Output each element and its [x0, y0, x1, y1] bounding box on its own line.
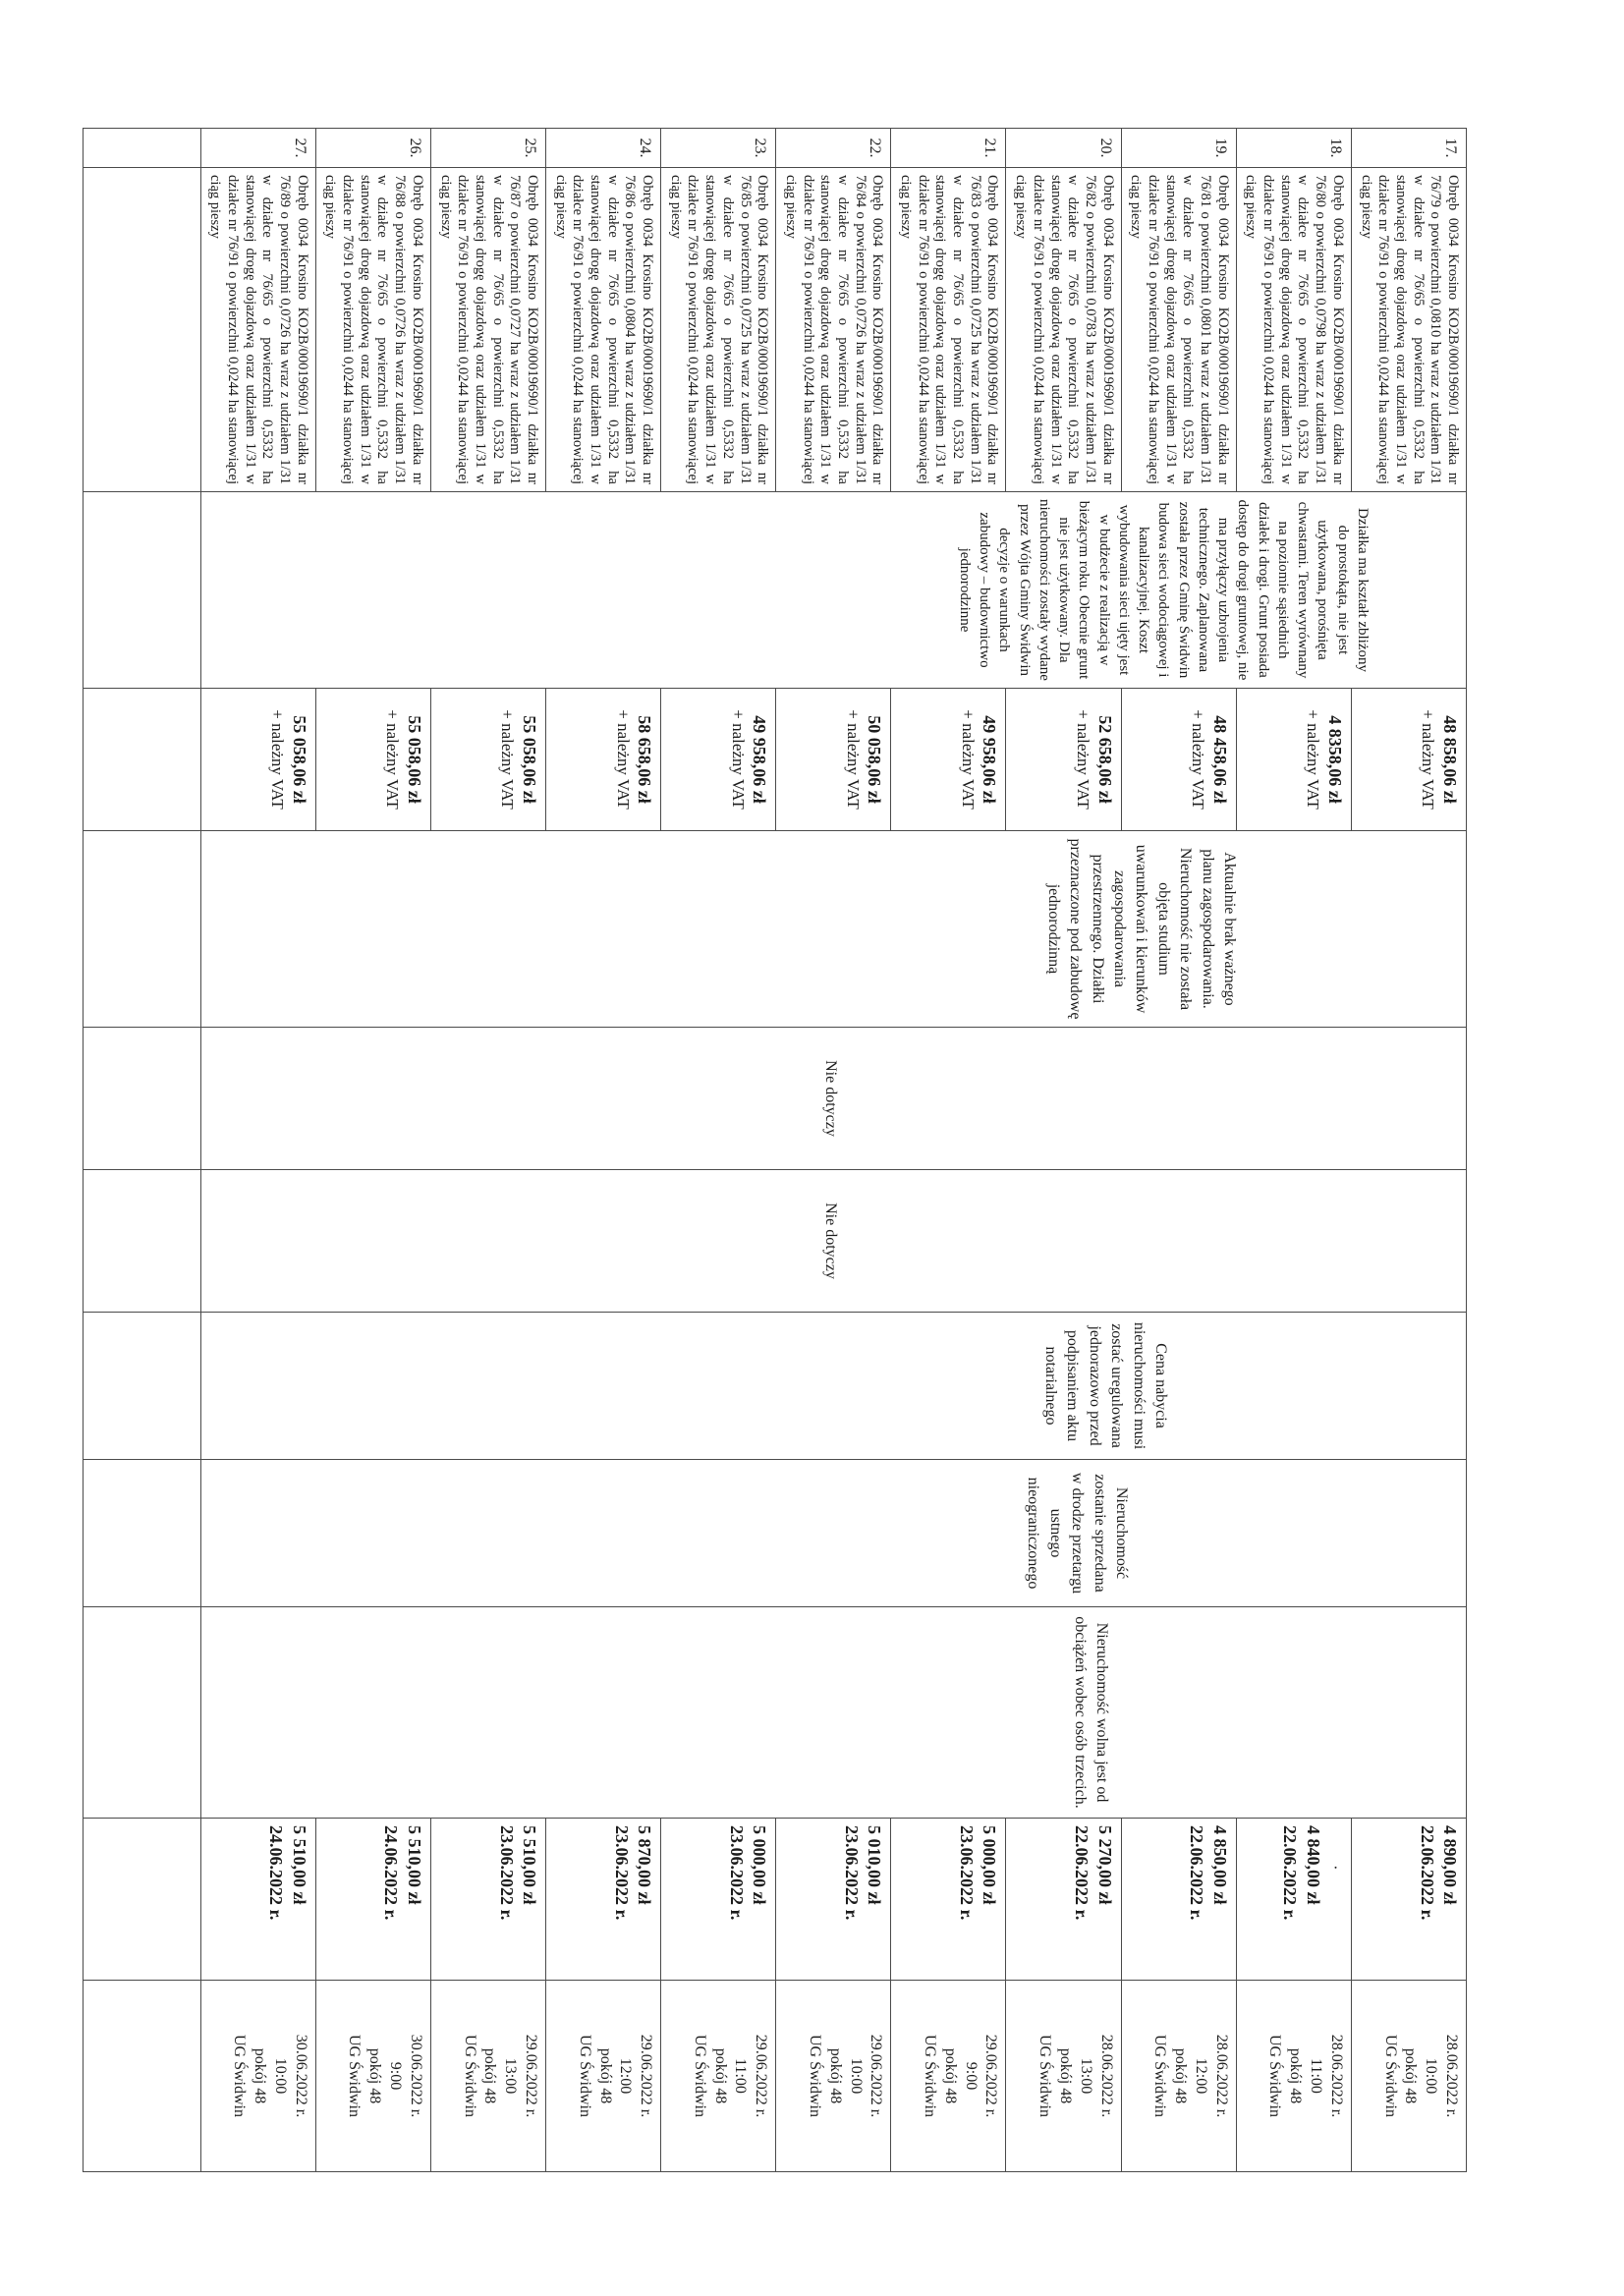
vat-note: + należny VAT	[843, 709, 863, 810]
auction-term-cell	[1006, 1981, 1121, 2172]
empty-cell	[83, 1313, 200, 1460]
vat-note: + należny VAT	[1074, 709, 1093, 810]
price-value: 55 058,06 zł	[520, 715, 539, 804]
auction-place: UG Świdwin	[922, 2034, 939, 2117]
deposit-value: 5 510,00 zł	[289, 1825, 309, 1905]
payment-terms-cell: Cena nabycia nieruchomości musi zostać uregulowana jednorazowo przed podpisaniem aktu notarialnego	[200, 1313, 1466, 1460]
parcel-description: Obręb 0034 Krosino KO2B/00019690/1 działka nr 76/84 o powierzchni 0,0726 ha wraz z udziałem 1/31 w działce nr 76/65 o powierzchni 0,5332 ha stanowiącej drogę dojazdową oraz udziałem 1/31 w działce nr 76/91 o powierzchni 0,0244 ha stanowiącej ciąg pieszy	[776, 168, 891, 492]
auction-time: 12:00	[617, 2057, 635, 2095]
vat-note: + należny VAT	[1304, 709, 1323, 810]
auction-date: 28.06.2022 r.	[1327, 2034, 1345, 2118]
vat-note: + należny VAT	[959, 709, 978, 810]
auction-place: UG Świdwin	[691, 2034, 708, 2117]
property-description-cell: Działka ma kształt zbliżony do prostokąta, nie jest użytkowana, porośnięta chwastami. Teren wyrównany na poziomie sąsiednich działek i drogi. Grunt posiada dostęp do drogi gruntowej, nie ma przyłączy uzbrojenia technicznego. Zaplanowana została przez Gminę Świdwin budowa sieci wodociągowej i kanalizacyjnej. Koszt wybudowania sieci ujęty jest w budżecie z realizacją w bieżącym roku. Obecnie grunt nie jest użytkowany. Dla nieruchomości zostały wydane przez Wójta Gminy Świdwin decyzje o warunkach zabudowy – budownictwo jednorodzinne	[200, 492, 1466, 689]
price-value: 58 658,06 zł	[635, 715, 655, 804]
auction-term-cell	[661, 1981, 776, 2172]
vat-note: + należny VAT	[1419, 709, 1438, 810]
empty-cell	[83, 831, 200, 1028]
auction-room: pokój 48	[711, 2047, 729, 2104]
deposit-cell	[1236, 1819, 1351, 1981]
row-number: 22.	[776, 129, 891, 168]
deposit-date: 23.06.2022 r.	[957, 1825, 978, 1921]
auction-date: 29.06.2022 r.	[638, 2034, 655, 2118]
auction-date: 28.06.2022 r.	[1097, 2034, 1115, 2118]
deposit-date: 23.06.2022 r.	[496, 1825, 517, 1921]
deposit-value: 5 870,00 zł	[635, 1825, 655, 1905]
deposit-cell	[1006, 1819, 1121, 1981]
deposit-value: 5 270,00 zł	[1094, 1825, 1115, 1905]
table-body	[83, 129, 1466, 2172]
auction-place: UG Świdwin	[576, 2034, 593, 2117]
deposit-date: 22.06.2022 r.	[1072, 1825, 1092, 1921]
deposit-value: 5 000,00 zł	[980, 1825, 1000, 1905]
parcel-description: Obręb 0034 Krosino KO2B/00019690/1 działka nr 76/83 o powierzchni 0,0725 ha wraz z udziałem 1/31 w działce nr 76/65 o powierzchni 0,5332 ha stanowiącej drogę dojazdową oraz udziałem 1/31 w działce nr 76/91 o powierzchni 0,0244 ha stanowiącej ciąg pieszy	[891, 168, 1006, 492]
deposit-date: 22.06.2022 r.	[1280, 1825, 1301, 1921]
price-value: 55 058,06 zł	[289, 715, 309, 804]
auction-time: 10:00	[847, 2057, 865, 2095]
deposit-value: 4 890,00 zł	[1440, 1825, 1460, 1905]
deposit-cell	[315, 1819, 430, 1981]
empty-cell	[83, 1981, 200, 2172]
auction-date: 28.06.2022 r.	[1443, 2034, 1460, 2118]
not-applicable-cell-2: Nie dotyczy	[200, 1170, 1466, 1313]
empty-row	[83, 129, 200, 2172]
auction-time: 11:00	[732, 2058, 750, 2094]
empty-cell	[83, 1460, 200, 1607]
auction-room: pokój 48	[596, 2047, 614, 2104]
auction-place: UG Świdwin	[461, 2034, 478, 2117]
deposit-value: 5 510,00 zł	[404, 1825, 424, 1905]
auction-term-cell	[1351, 1981, 1466, 2172]
auction-term-cell	[200, 1981, 315, 2172]
row-number: 26.	[315, 129, 430, 168]
auction-date: 28.06.2022 r.	[1212, 2034, 1230, 2118]
auction-place: UG Świdwin	[1266, 2034, 1284, 2117]
parcel-description: Obręb 0034 Krosino KO2B/00019690/1 działka nr 76/86 o powierzchni 0,0804 ha wraz z udziałem 1/31 w działce nr 76/65 o powierzchni 0,5332 ha stanowiącej drogę dojazdową oraz udziałem 1/31 w działce nr 76/91 o powierzchni 0,0244 ha stanowiącej ciąg pieszy	[546, 168, 661, 492]
vat-note: + należny VAT	[613, 709, 633, 810]
row-number: 23.	[661, 129, 776, 168]
row-number: 20.	[1006, 129, 1121, 168]
table-row	[1351, 129, 1466, 2172]
price-cell	[661, 689, 776, 831]
auction-room: pokój 48	[941, 2047, 959, 2104]
auction-time: 11:00	[1308, 2058, 1325, 2094]
vat-note: + należny VAT	[268, 709, 288, 810]
empty-cell	[83, 129, 200, 168]
deposit-value: 5 000,00 zł	[750, 1825, 770, 1905]
auction-time: 10:00	[271, 2057, 289, 2095]
auction-room: pokój 48	[826, 2047, 844, 2104]
auction-term-cell	[546, 1981, 661, 2172]
price-value: 49 958,06 zł	[980, 715, 1000, 804]
row-number: 17.	[1351, 129, 1466, 168]
price-cell	[315, 689, 430, 831]
parcel-description: Obręb 0034 Krosino KO2B/00019690/1 działka nr 76/85 o powierzchni 0,0725 ha wraz z udziałem 1/31 w działce nr 76/65 o powierzchni 0,5332 ha stanowiącej drogę dojazdową oraz udziałem 1/31 w działce nr 76/91 o powierzchni 0,0244 ha stanowiącej ciąg pieszy	[661, 168, 776, 492]
vat-note: + należny VAT	[1189, 709, 1208, 810]
auction-place: UG Świdwin	[231, 2034, 249, 2117]
row-number: 19.	[1121, 129, 1236, 168]
empty-cell	[83, 1028, 200, 1170]
auction-room: pokój 48	[1402, 2047, 1420, 2104]
vat-note: + należny VAT	[383, 709, 403, 810]
auction-place: UG Świdwin	[1036, 2034, 1054, 2117]
auction-time: 13:00	[502, 2057, 520, 2095]
deposit-cell	[891, 1819, 1006, 1981]
property-sale-table	[83, 128, 1467, 2172]
sale-mode-cell: Nieruchomość zostanie sprzedana w drodze przetargu ustnego nieograniczonego	[200, 1460, 1466, 1607]
price-cell	[891, 689, 1006, 831]
row-number: 25.	[430, 129, 545, 168]
parcel-description: Obręb 0034 Krosino KO2B/00019690/1 działka nr 76/79 o powierzchni 0,0810 ha wraz z udziałem 1/31 w działce nr 76/65 o powierzchni 0,5332 ha stanowiącej drogę dojazdową oraz udziałem 1/31 w działce nr 76/91 o powierzchni 0,0244 ha stanowiącej ciąg pieszy	[1351, 168, 1466, 492]
rotated-table-wrapper	[170, 128, 1467, 2171]
price-cell	[1236, 689, 1351, 831]
empty-cell	[83, 168, 200, 492]
auction-room: pokój 48	[366, 2047, 384, 2104]
price-cell	[1351, 689, 1466, 831]
empty-cell	[83, 492, 200, 689]
row-number: 18.	[1236, 129, 1351, 168]
auction-place: UG Świdwin	[1151, 2034, 1169, 2117]
auction-term-cell	[430, 1981, 545, 2172]
auction-room: pokój 48	[481, 2047, 499, 2104]
price-cell	[776, 689, 891, 831]
zoning-plan-cell: Aktualnie brak ważnego planu zagospodarowania. Nieruchomość nie została objęta studium uwarunkowań i kierunków zagospodarowania przestrzennego. Działki przeznaczone pod zabudowę jednorodzinną	[200, 831, 1466, 1028]
parcel-description: Obręb 0034 Krosino KO2B/00019690/1 działka nr 76/81 o powierzchni 0,0801 ha wraz z udziałem 1/31 w działce nr 76/65 o powierzchni 0,5332 ha stanowiącej drogę dojazdową oraz udziałem 1/31 w działce nr 76/91 o powierzchni 0,0244 ha stanowiącej ciąg pieszy	[1121, 168, 1236, 492]
auction-date: 29.06.2022 r.	[982, 2034, 1000, 2118]
price-value: 50 058,06 zł	[865, 715, 885, 804]
encumbrance-cell: Nieruchomość wolna jest od obciążeń wobec osób trzecich.	[200, 1607, 1466, 1819]
deposit-value: 4 840,00 zł	[1303, 1825, 1323, 1905]
deposit-date: 23.06.2022 r.	[726, 1825, 747, 1921]
auction-date: 29.06.2022 r.	[523, 2034, 539, 2118]
auction-room: pokój 48	[1057, 2047, 1075, 2104]
deposit-cell	[776, 1819, 891, 1981]
price-value: 49 958,06 zł	[750, 715, 770, 804]
deposit-date: 22.06.2022 r.	[1187, 1825, 1207, 1921]
empty-cell	[83, 1170, 200, 1313]
price-cell	[200, 689, 315, 831]
deposit-date: 23.06.2022 r.	[841, 1825, 862, 1921]
price-value: 48 458,06 zł	[1209, 715, 1230, 804]
auction-date: 30.06.2022 r.	[407, 2034, 424, 2118]
deposit-date: 22.06.2022 r.	[1417, 1825, 1437, 1921]
auction-time: 9:00	[387, 2061, 405, 2091]
auction-time: 9:00	[962, 2061, 980, 2091]
auction-time: 12:00	[1192, 2057, 1209, 2095]
row-number: 24.	[546, 129, 661, 168]
deposit-date: 23.06.2022 r.	[611, 1825, 632, 1921]
stray-mark: ·	[1325, 1865, 1345, 1871]
deposit-cell	[1351, 1819, 1466, 1981]
parcel-description: Obręb 0034 Krosino KO2B/00019690/1 działka nr 76/89 o powierzchni 0,0726 ha wraz z udziałem 1/31 w działce nr 76/65 o powierzchni 0,5332 ha stanowiącej drogę dojazdową oraz udziałem 1/31 w działce nr 76/91 o powierzchni 0,0244 ha stanowiącej ciąg pieszy	[200, 168, 315, 492]
deposit-cell	[661, 1819, 776, 1981]
row-number: 27.	[200, 129, 315, 168]
price-value: 4 8358,06 zł	[1324, 715, 1345, 804]
auction-date: 29.06.2022 r.	[753, 2034, 770, 2118]
auction-term-cell	[315, 1981, 430, 2172]
parcel-description: Obręb 0034 Krosino KO2B/00019690/1 działka nr 76/80 o powierzchni 0,0798 ha wraz z udziałem 1/31 w działce nr 76/65 o powierzchni 0,5332 ha stanowiącej drogę dojazdową oraz udziałem 1/31 w działce nr 76/91 o powierzchni 0,0244 ha stanowiącej ciąg pieszy	[1236, 168, 1351, 492]
deposit-date: 24.06.2022 r.	[266, 1825, 287, 1921]
auction-term-cell	[776, 1981, 891, 2172]
auction-room: pokój 48	[252, 2047, 269, 2104]
auction-date: 29.06.2022 r.	[868, 2034, 885, 2118]
auction-date: 30.06.2022 r.	[292, 2034, 309, 2118]
vat-note: + należny VAT	[498, 709, 518, 810]
auction-time: 13:00	[1077, 2057, 1094, 2095]
price-cell	[546, 689, 661, 831]
price-cell	[1006, 689, 1121, 831]
deposit-cell	[546, 1819, 661, 1981]
deposit-value: 4 850,00 zł	[1209, 1825, 1230, 1905]
auction-place: UG Świdwin	[1381, 2034, 1399, 2117]
deposit-value: 5 010,00 zł	[865, 1825, 885, 1905]
empty-cell	[83, 689, 200, 831]
empty-cell	[83, 1819, 200, 1981]
deposit-value: 5 510,00 zł	[520, 1825, 539, 1905]
deposit-cell	[430, 1819, 545, 1981]
deposit-cell	[1121, 1819, 1236, 1981]
parcel-description: Obręb 0034 Krosino KO2B/00019690/1 działka nr 76/87 o powierzchni 0,0727 ha wraz z udziałem 1/31 w działce nr 76/65 o powierzchni 0,5332 ha stanowiącej drogę dojazdową oraz udziałem 1/31 w działce nr 76/91 o powierzchni 0,0244 ha stanowiącej ciąg pieszy	[430, 168, 545, 492]
empty-cell	[83, 1607, 200, 1819]
auction-time: 10:00	[1423, 2057, 1440, 2095]
deposit-cell	[200, 1819, 315, 1981]
auction-term-cell	[891, 1981, 1006, 2172]
price-cell	[430, 689, 545, 831]
auction-place: UG Świdwin	[806, 2034, 823, 2117]
auction-place: UG Świdwin	[346, 2034, 364, 2117]
price-value: 55 058,06 zł	[404, 715, 424, 804]
auction-term-cell	[1236, 1981, 1351, 2172]
not-applicable-cell-1: Nie dotyczy	[200, 1028, 1466, 1170]
auction-term-cell	[1121, 1981, 1236, 2172]
price-cell	[1121, 689, 1236, 831]
parcel-description: Obręb 0034 Krosino KO2B/00019690/1 działka nr 76/88 o powierzchni 0,0726 ha wraz z udziałem 1/31 w działce nr 76/65 o powierzchni 0,5332 ha stanowiącej drogę dojazdową oraz udziałem 1/31 w działce nr 76/91 o powierzchni 0,0244 ha stanowiącej ciąg pieszy	[315, 168, 430, 492]
deposit-date: 24.06.2022 r.	[381, 1825, 402, 1921]
vat-note: + należny VAT	[728, 709, 748, 810]
price-value: 52 658,06 zł	[1094, 715, 1115, 804]
auction-room: pokój 48	[1172, 2047, 1190, 2104]
parcel-description: Obręb 0034 Krosino KO2B/00019690/1 działka nr 76/82 o powierzchni 0,0783 ha wraz z udziałem 1/31 w działce nr 76/65 o powierzchni 0,5332 ha stanowiącej drogę dojazdową oraz udziałem 1/31 w działce nr 76/91 o powierzchni 0,0244 ha stanowiącej ciąg pieszy	[1006, 168, 1121, 492]
row-number: 21.	[891, 129, 1006, 168]
price-value: 48 858,06 zł	[1440, 715, 1460, 804]
auction-room: pokój 48	[1287, 2047, 1305, 2104]
